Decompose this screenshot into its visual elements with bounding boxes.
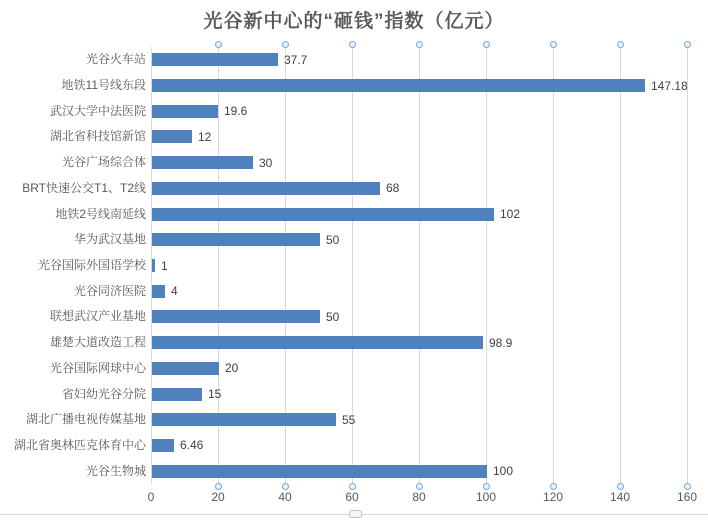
data-label: 100: [493, 464, 514, 478]
major-gridline: [419, 47, 420, 484]
gridline-selection-handle-top[interactable]: [617, 41, 624, 48]
data-label: 4: [171, 284, 178, 298]
x-axis-tick-label: 120: [542, 490, 564, 504]
bar[interactable]: [152, 362, 219, 375]
x-axis-tick-label: 160: [676, 490, 698, 504]
data-label: 55: [342, 413, 356, 427]
gridline-selection-handle-top[interactable]: [550, 41, 557, 48]
gridline-selection-handle-top[interactable]: [282, 41, 289, 48]
gridline-selection-handle-bottom[interactable]: [483, 483, 490, 490]
chart-title: 光谷新中心的“砸钱”指数（亿元）: [203, 11, 505, 32]
bar[interactable]: [152, 130, 192, 143]
major-gridline: [687, 47, 688, 484]
category-label: 光谷国际外国语学校: [37, 258, 146, 272]
data-label: 20: [225, 361, 239, 375]
category-label: 武汉大学中法医院: [49, 104, 146, 118]
data-label: 50: [326, 233, 340, 247]
bar[interactable]: [152, 208, 494, 221]
category-label: 光谷国际网球中心: [49, 361, 146, 375]
gridline-selection-handle-bottom[interactable]: [349, 483, 356, 490]
data-label: 15: [208, 387, 222, 401]
x-axis-tick-label: 100: [475, 490, 497, 504]
x-axis-tick-label: 0: [147, 490, 155, 504]
gridline-selection-handle-bottom[interactable]: [617, 483, 624, 490]
category-label: 光谷火车站: [85, 52, 146, 66]
gridline-selection-handle-top[interactable]: [483, 41, 490, 48]
gridline-selection-handle-bottom[interactable]: [684, 483, 691, 490]
bar[interactable]: [152, 465, 487, 478]
category-label: BRT快速公交T1、T2线: [22, 181, 146, 195]
x-axis-tick-label: 80: [412, 490, 426, 504]
category-label: 地铁11号线东段: [61, 78, 146, 92]
bar[interactable]: [152, 285, 165, 298]
gridline-selection-handle-bottom[interactable]: [215, 483, 222, 490]
x-axis-tick-label: 140: [609, 490, 631, 504]
gridline-selection-handle-top[interactable]: [215, 41, 222, 48]
data-label: 6.46: [180, 438, 204, 452]
bar[interactable]: [152, 310, 320, 323]
bar[interactable]: [152, 259, 155, 272]
bar[interactable]: [152, 413, 336, 426]
gridline-selection-handle-bottom[interactable]: [550, 483, 557, 490]
major-gridline: [553, 47, 554, 484]
data-label: 102: [500, 207, 521, 221]
major-gridline: [620, 47, 621, 484]
bar[interactable]: [152, 233, 320, 246]
gridline-selection-handle-bottom[interactable]: [282, 483, 289, 490]
data-label: 147.18: [651, 79, 688, 93]
bar[interactable]: [152, 156, 253, 169]
category-label: 地铁2号线南延线: [55, 207, 146, 221]
bar[interactable]: [152, 182, 380, 195]
bar[interactable]: [152, 79, 645, 92]
category-label: 湖北省科技馆新馆: [49, 129, 146, 143]
gridline-selection-handle-top[interactable]: [684, 41, 691, 48]
bar[interactable]: [152, 439, 174, 452]
bar[interactable]: [152, 105, 218, 118]
bar[interactable]: [152, 336, 483, 349]
category-label: 湖北广播电视传媒基地: [25, 412, 146, 426]
x-axis-tick-label: 60: [345, 490, 359, 504]
bar[interactable]: [152, 388, 202, 401]
major-gridline: [486, 47, 487, 484]
data-label: 68: [386, 181, 400, 195]
category-label: 光谷生物城: [85, 464, 146, 478]
category-label: 光谷广场综合体: [61, 155, 146, 169]
chart-resize-handle[interactable]: [349, 510, 362, 518]
data-label: 19.6: [224, 104, 248, 118]
category-label: 省妇幼光谷分院: [61, 387, 146, 401]
x-axis-tick-label: 40: [278, 490, 292, 504]
gridline-selection-handle-bottom[interactable]: [416, 483, 423, 490]
category-label: 湖北省奥林匹克体育中心: [13, 438, 146, 452]
category-label: 雄楚大道改造工程: [49, 335, 146, 349]
gridline-selection-handle-top[interactable]: [416, 41, 423, 48]
bar[interactable]: [152, 53, 278, 66]
category-label: 光谷同济医院: [73, 284, 146, 298]
data-label: 1: [161, 259, 168, 273]
data-label: 30: [259, 156, 273, 170]
data-label: 37.7: [284, 53, 308, 67]
data-label: 12: [198, 130, 212, 144]
category-label: 联想武汉产业基地: [49, 309, 146, 323]
data-label: 50: [326, 310, 340, 324]
gridline-selection-handle-top[interactable]: [349, 41, 356, 48]
category-label: 华为武汉基地: [73, 232, 146, 246]
data-label: 98.9: [489, 336, 513, 350]
x-axis-tick-label: 20: [211, 490, 225, 504]
